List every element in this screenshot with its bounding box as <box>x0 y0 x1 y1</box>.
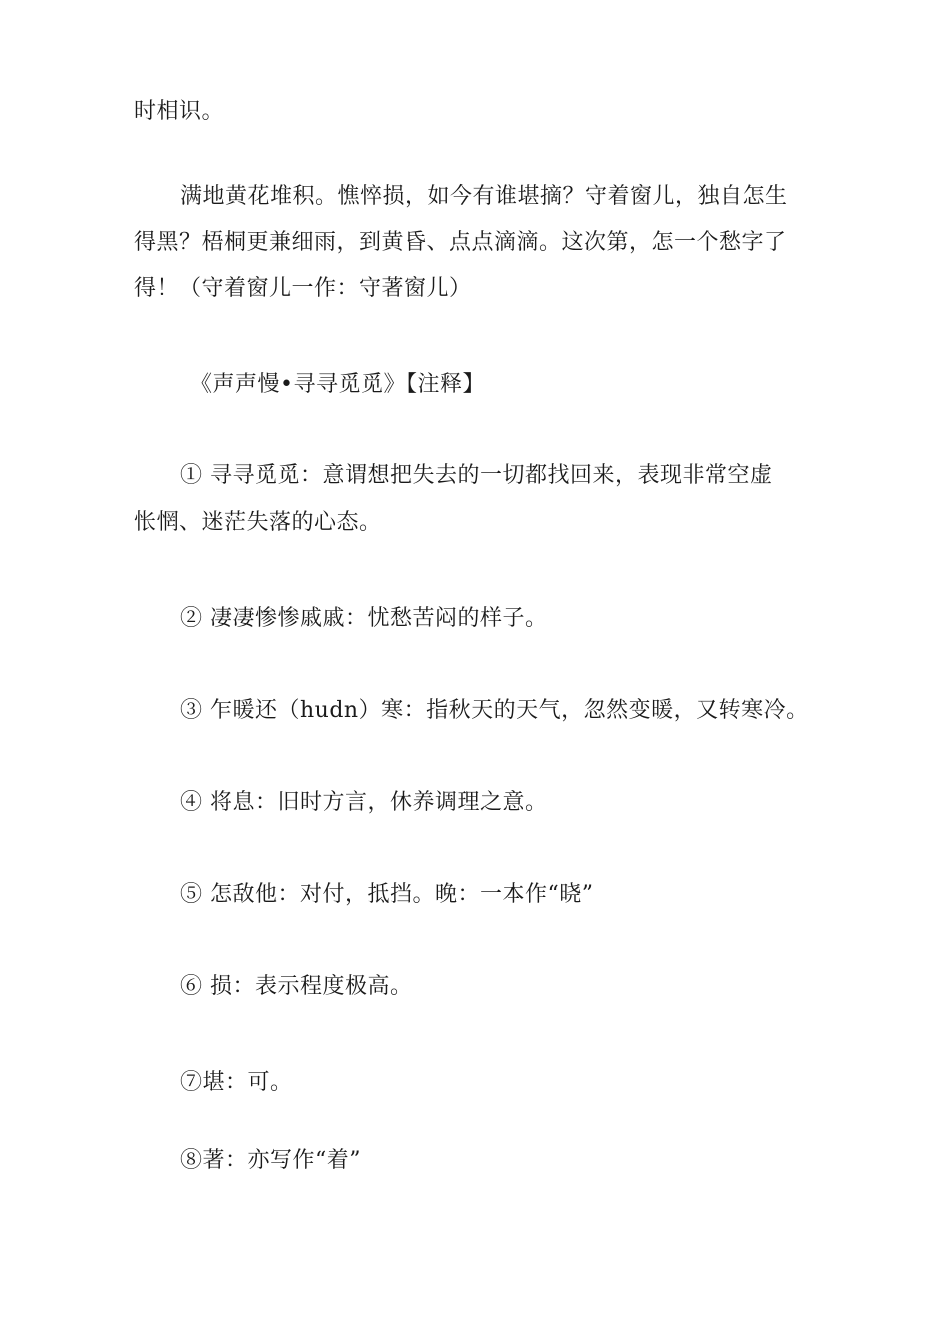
text-line: 时相识。 <box>134 99 225 124</box>
notes-heading: 《声声慢•寻寻觅觅》【注释】 <box>190 372 485 397</box>
text-line: 得！（守着窗儿一作：守著窗儿） <box>134 276 472 301</box>
note-item-continuation: 怅惘、迷茫失落的心态。 <box>134 510 382 535</box>
note-item: ③ 乍暖还（hudn）寒：指秋天的天气，忽然变暖，又转寒冷。 <box>180 698 809 723</box>
note-item: ② 凄凄惨惨戚戚：忧愁苦闷的样子。 <box>180 606 548 631</box>
text-line: 满地黄花堆积。憔悴损，如今有谁堪摘？守着窗儿，独自怎生 <box>180 184 788 209</box>
note-item: ⑧著：亦写作“着” <box>180 1148 361 1173</box>
text-line: 得黑？梧桐更兼细雨，到黄昏、点点滴滴。这次第，怎一个愁字了 <box>134 230 787 255</box>
note-item: ⑥ 损：表示程度极高。 <box>180 974 413 999</box>
note-item: ① 寻寻觅觅：意谓想把失去的一切都找回来，表现非常空虚 <box>180 463 773 488</box>
note-item: ④ 将息：旧时方言，休养调理之意。 <box>180 790 548 815</box>
note-item: ⑤ 怎敌他：对付，抵挡。晚：一本作“晓” <box>180 882 594 907</box>
note-item: ⑦堪：可。 <box>180 1070 293 1095</box>
